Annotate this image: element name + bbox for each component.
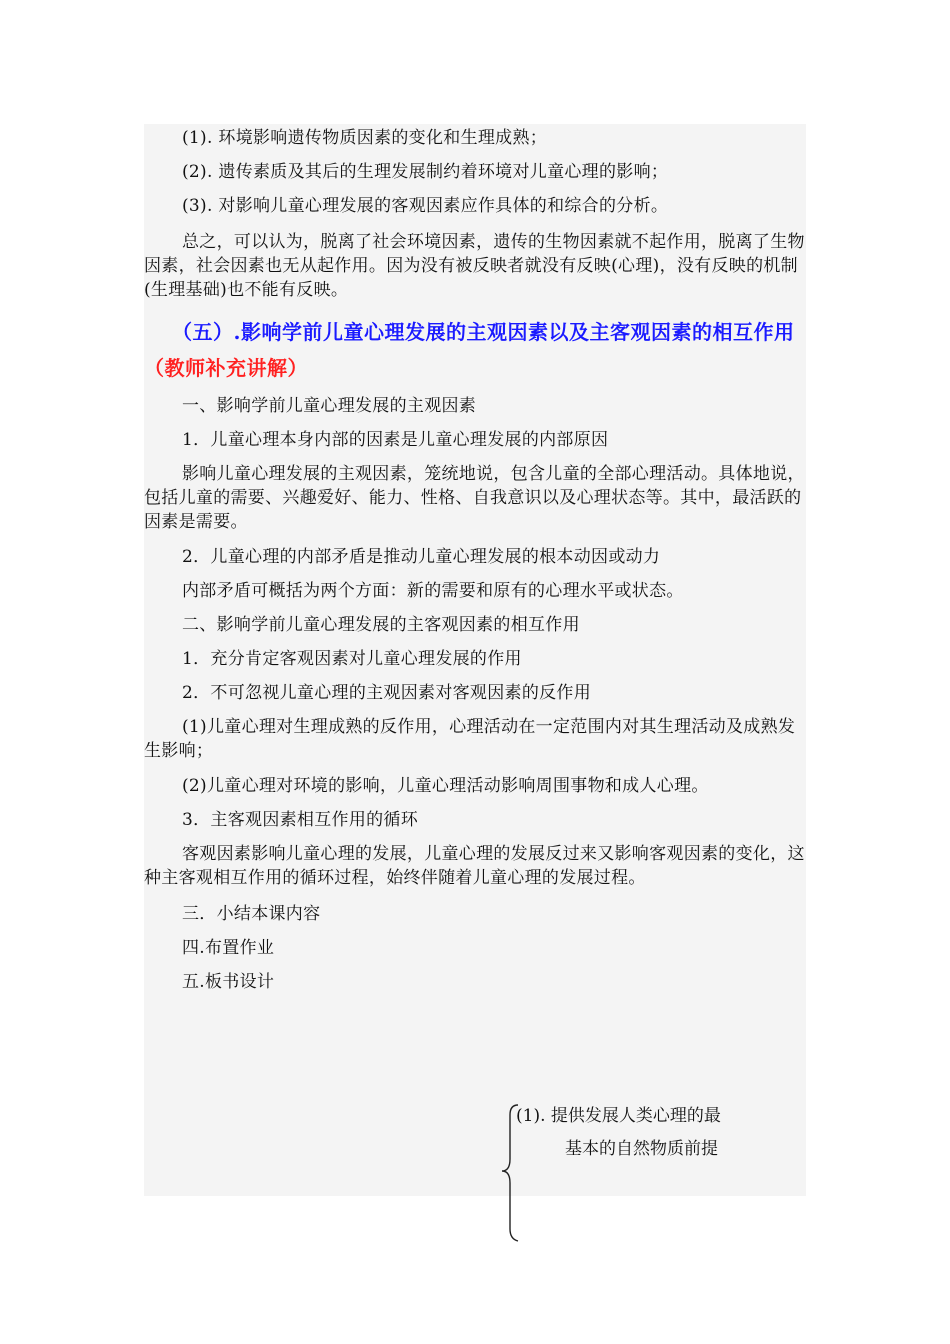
list-item-2: (2). 遗传素质及其后的生理发展制约着环境对儿童心理的影响； [182,162,669,182]
point-2-text: 内部矛盾可概括为两个方面：新的需要和原有的心理水平或状态。 [182,581,684,601]
summary-paragraph: 总之，可以认为，脱离了社会环境因素，遗传的生物因素就不起作用，脱离了生物因素，社会因素也无从起作用。因为没有被反映者就没有反映(心理)，没有反映的机制(生理基础)也不能有反映。 [144,232,805,300]
list-item-1: (1). 环境影响遗传物质因素的变化和生理成熟； [182,128,548,148]
document-panel [144,124,806,1196]
interaction-point-1: 1．充分肯定客观因素对儿童心理发展的作用 [182,649,522,669]
list-item-3: (3). 对影响儿童心理发展的客观因素应作具体的和综合的分析。 [182,196,669,216]
interaction-point-2a: (1)儿童心理对生理成熟的反作用，心理活动在一定范围内对其生理活动及成熟发生影响； [144,717,796,761]
section-heading [144,314,806,386]
board-design-line-2: 基本的自然物质前提 [565,1139,718,1159]
point-1-title: 1．儿童心理本身内部的因素是儿童心理发展的内部原因 [182,430,609,450]
board-design-line-1: (1). 提供发展人类心理的最 [516,1106,721,1126]
section-heading-note: （教师补充讲解） [144,356,308,380]
section-five: 五.板书设计 [182,972,275,992]
section-heading-main: （五）.影响学前儿童心理发展的主观因素以及主客观因素的相互作用 [172,320,795,344]
interaction-point-3-text: 客观因素影响儿童心理的发展，儿童心理的发展反过来又影响客观因素的变化，这种主客观相互作用的循环过程，始终伴随着儿童心理的发展过程。 [144,844,805,888]
interaction-point-3: 3．主客观因素相互作用的循环 [182,810,419,830]
point-1-text: 影响儿童心理发展的主观因素，笼统地说，包含儿童的全部心理活动。具体地说，包括儿童的需要、兴趣爱好、能力、性格、自我意识以及心理状态等。其中，最活跃的因素是需要。 [144,464,805,532]
interaction-point-2b: (2)儿童心理对环境的影响，儿童心理活动影响周围事物和成人心理。 [182,776,709,796]
interaction-point-2: 2．不可忽视儿童心理的主观因素对客观因素的反作用 [182,683,592,703]
subheading-two: 二、影响学前儿童心理发展的主客观因素的相互作用 [182,615,580,635]
subheading-one: 一、影响学前儿童心理发展的主观因素 [182,396,477,416]
point-2-title: 2．儿童心理的内部矛盾是推动儿童心理发展的根本动因或动力 [182,547,661,567]
section-four: 四.布置作业 [182,938,275,958]
section-three: 三．小结本课内容 [182,904,321,924]
